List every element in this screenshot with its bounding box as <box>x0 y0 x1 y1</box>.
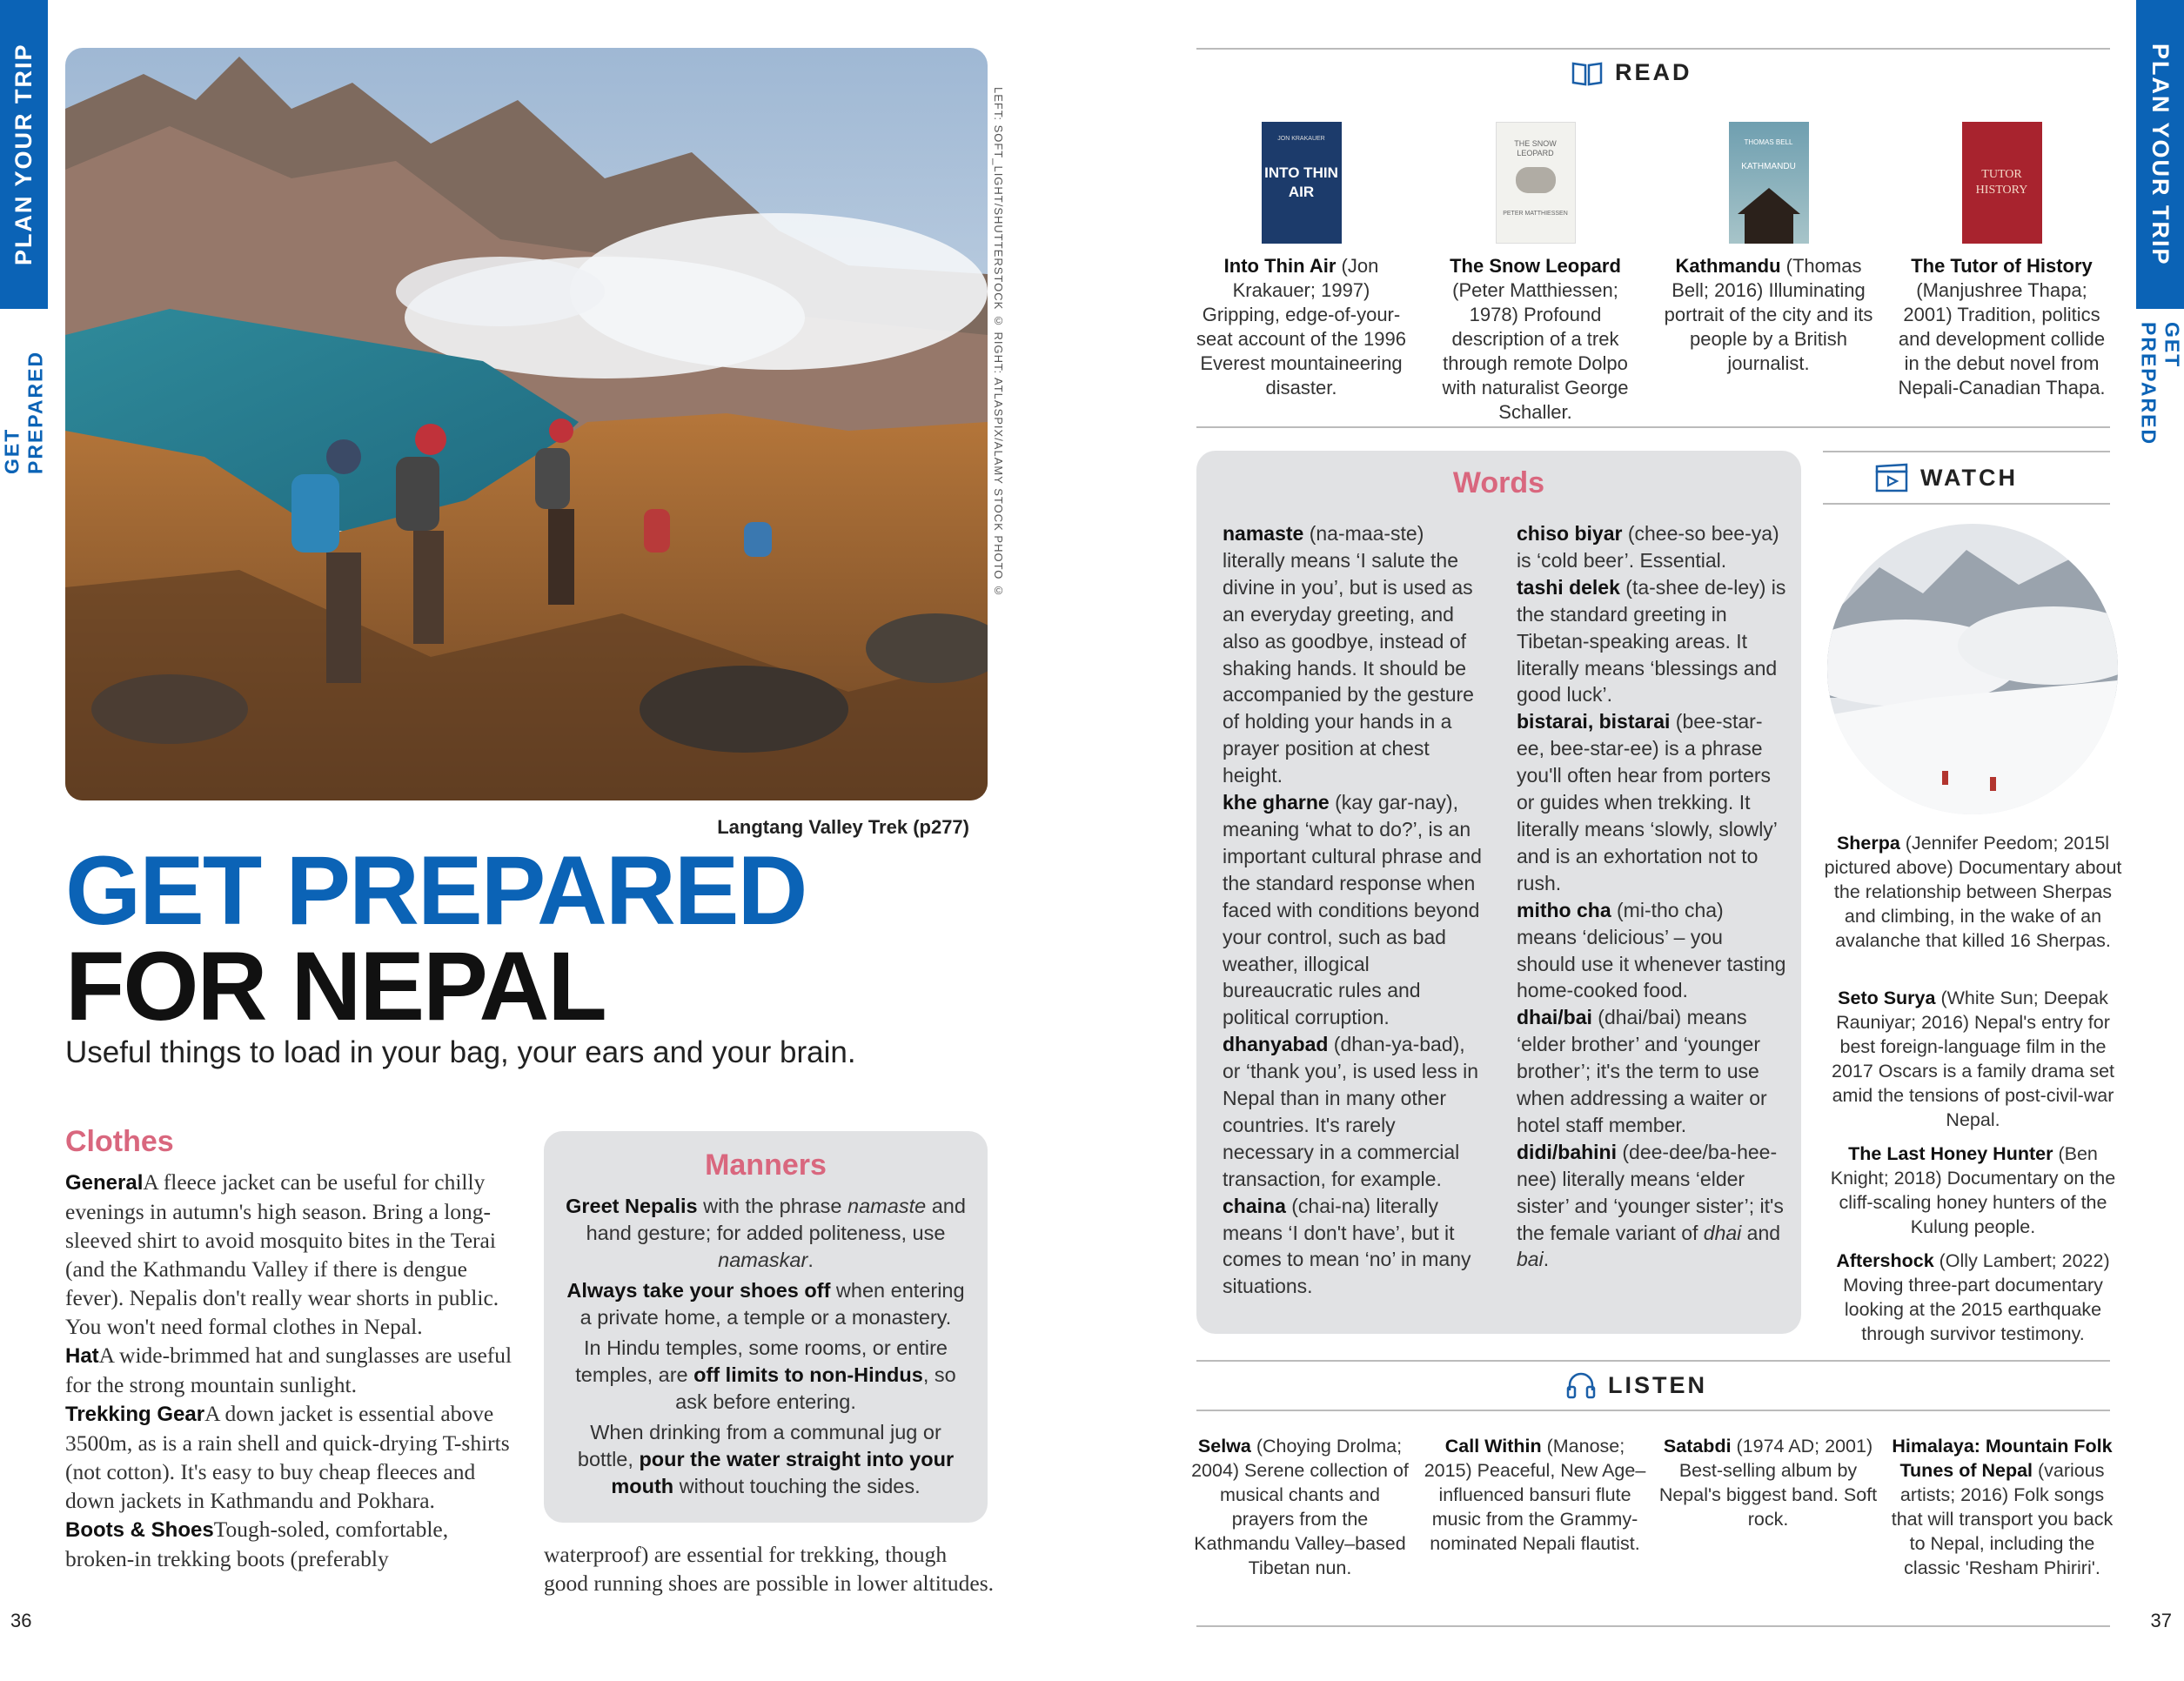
book-cover-title: KATHMANDU <box>1741 162 1796 171</box>
word-term: bistarai, bistarai <box>1517 710 1671 733</box>
book-item <box>1429 122 1642 425</box>
manners-tip-text: , so ask before entering. <box>675 1363 956 1413</box>
manners-tip-bold: Always take your shoes off <box>566 1279 831 1302</box>
manners-tip <box>563 1277 968 1331</box>
word-term: mitho cha <box>1517 898 1611 921</box>
page-number-left: 36 <box>10 1610 32 1631</box>
word-italic: bai <box>1517 1248 1544 1271</box>
word-term: khe gharne <box>1223 791 1330 814</box>
manners-tip-text: When drinking from a communal jug or bottle, <box>577 1421 941 1470</box>
film-title: Seto Surya <box>1838 988 1936 1008</box>
book-desc: (Thomas Bell; 2016) Illuminating portrait of the city and its people by a British journalist. <box>1664 255 1873 374</box>
album-desc: (Choying Drolma; 2004) Serene collection of musical chants and prayers from the Kathmandu Valley–based Tibetan nun. <box>1191 1436 1409 1578</box>
manners-tip-bold: pour the water straight into your mouth <box>611 1448 955 1497</box>
pagoda-illustration <box>1745 214 1793 244</box>
divider <box>1196 1360 2110 1362</box>
page-number-right: 37 <box>2150 1610 2172 1631</box>
manners-tip-text: with the phrase <box>697 1195 848 1217</box>
manners-tip-text: . <box>807 1249 814 1271</box>
album-desc: (1974 AD; 2001) Best-selling album by Nepal's biggest band. Soft rock. <box>1658 1436 1878 1530</box>
album-title: Selwa <box>1197 1436 1251 1457</box>
film-item <box>1823 1142 2123 1239</box>
manners-tip <box>563 1335 968 1416</box>
listen-heading <box>1566 1371 1707 1399</box>
manners-tip-text: when entering a private home, a temple or a monastery. <box>579 1279 965 1329</box>
watch-heading <box>1875 463 2018 492</box>
album-item <box>1423 1434 1647 1556</box>
manners-tip-bold: Greet Nepalis <box>566 1195 698 1217</box>
word-definition: (dee-dee/ba-hee-nee) literally means ‘elder sister’ and ‘younger sister’; it's the female variant of <box>1517 1140 1784 1244</box>
manners-tip <box>563 1193 968 1274</box>
film-item <box>1823 986 2123 1132</box>
read-heading-label: READ <box>1615 59 1692 85</box>
word-italic: dhai <box>1703 1221 1742 1244</box>
manners-tip-italic: namaskar <box>718 1249 808 1271</box>
book-item <box>1195 122 1408 400</box>
film-title: The Last Honey Hunter <box>1848 1143 2053 1164</box>
clothes-item-label: Trekking Gear <box>65 1403 205 1426</box>
divider <box>1823 503 2110 505</box>
word-definition: (dhan-ya-bad), or ‘thank you’, is used less in Nepal than in many other countries. It's rarely necessary in a commercial transaction, for example. <box>1223 1033 1479 1190</box>
clothes-item-label: General <box>65 1171 144 1195</box>
film-item <box>1823 831 2123 953</box>
album-desc: (various artists; 2016) Folk songs that will transport you back to Nepal, including the classic 'Resham Phiriri'. <box>1891 1460 2114 1578</box>
word-term: namaste <box>1223 522 1304 545</box>
right-tab-get-prepared: GET PREPARED <box>2137 322 2184 446</box>
book-title: Kathmandu <box>1675 255 1781 277</box>
left-tab-plan-your-trip: PLAN YOUR TRIP <box>0 0 48 309</box>
book-title: The Snow Leopard <box>1450 255 1621 277</box>
clothes-item-text: A down jacket is essential above 3500m, as is a rain shell and quick-drying T-shirts (not cotton). It's easy to buy cheap fleeces and down jackets in Kathmandu and Pokhara. <box>65 1401 510 1513</box>
book-cover-title: INTO THIN AIR <box>1264 164 1338 200</box>
book-title: The Tutor of History <box>1911 255 2093 277</box>
book-cover <box>1729 122 1809 244</box>
divider <box>1196 48 2110 50</box>
photo-caption: Langtang Valley Trek (p277) <box>717 816 969 838</box>
snow-leopard-illustration <box>1516 167 1556 193</box>
clothes-item-text: Tough-soled, comfortable, broken-in trekking boots (preferably <box>65 1517 449 1571</box>
clothes-item-label: Boots & Shoes <box>65 1518 214 1542</box>
book-cover-author: JON KRAKAUER <box>1277 136 1325 142</box>
page-title-line2: FOR NEPAL <box>65 932 606 1041</box>
photo-credit: LEFT: SOFT_LIGHT/SHUTTERSTOCK © RIGHT: ATLASPIX/ALAMY STOCK PHOTO © <box>992 87 1005 599</box>
word-term: didi/bahini <box>1517 1140 1617 1163</box>
album-title: Satabdi <box>1663 1436 1732 1457</box>
film-desc: (Jennifer Peedom; 2015l pictured above) Documentary about the relationship between Sherpas and climbing, in the wake of an avalanche that killed 16 Sherpas. <box>1824 833 2122 951</box>
word-definition: (chee-so bee-ya) is ‘cold beer’. Essential. <box>1517 522 1779 572</box>
album-item <box>1188 1434 1412 1580</box>
book-cover <box>1262 122 1342 244</box>
word-term: dhai/bai <box>1517 1006 1592 1029</box>
clothes-heading: Clothes <box>65 1125 174 1158</box>
word-definition: and <box>1741 1221 1781 1244</box>
film-title: Sherpa <box>1836 833 1900 854</box>
clothes-body <box>65 1168 518 1573</box>
film-item <box>1823 1249 2123 1346</box>
film-title: Aftershock <box>1836 1250 1934 1271</box>
divider <box>1196 1625 2110 1627</box>
watch-heading-label: WATCH <box>1920 464 2018 491</box>
clothes-item-text: A wide-brimmed hat and sunglasses are useful for the strong mountain sunlight. <box>65 1343 513 1397</box>
manners-tip-text: without touching the sides. <box>673 1475 921 1497</box>
book-item <box>1662 122 1875 376</box>
listen-heading-label: LISTEN <box>1608 1371 1708 1398</box>
manners-tip-italic: namaste <box>847 1195 927 1217</box>
book-cover-author: THOMAS BELL <box>1744 138 1793 146</box>
words-column-1 <box>1223 520 1484 1300</box>
word-term: tashi delek <box>1517 575 1620 599</box>
word-definition: (dhai/bai) means ‘elder brother’ and ‘younger brother’; it's the term to use when addressing a waiter or hotel staff member. <box>1517 1006 1767 1136</box>
book-cover-author: PETER MATTHIESSEN <box>1503 211 1568 217</box>
left-tab-get-prepared: GET PREPARED <box>0 350 47 474</box>
album-item <box>1890 1434 2114 1580</box>
word-definition: (kay gar-nay), meaning ‘what to do?’, is an important cultural phrase and the standard response when faced with conditions beyond your control, such as bad weather, illogical bureaucratic rules and political corruption. <box>1223 791 1482 1029</box>
words-heading: Words <box>1452 466 1545 499</box>
book-desc: (Jon Krakauer; 1997) Gripping, edge-of-your-seat account of the 1996 Everest mountaineering disaster. <box>1196 255 1406 398</box>
album-title: Call Within <box>1444 1436 1542 1457</box>
words-box <box>1196 451 1801 1334</box>
word-definition: (ta-shee de-ley) is the standard greeting in Tibetan-speaking areas. It literally means ‘blessings and good luck’. <box>1517 575 1786 707</box>
word-definition: (mi-tho cha) means ‘delicious’ – you should use it whenever tasting home-cooked food. <box>1517 898 1786 1002</box>
page-subtitle: Useful things to load in your bag, your ears and your brain. <box>65 1035 856 1069</box>
book-icon <box>1571 60 1603 86</box>
clothes-item-text: A fleece jacket can be useful for chilly evenings in autumn's high season. Bring a long-sleeved shirt to avoid mosquito bites in the Terai (and the Kathmandu Valley if there is dengue fever). Nepalis don't really wear shorts in public. You won't need formal clothes in Nepal. <box>65 1169 499 1339</box>
manners-box <box>544 1131 988 1523</box>
read-heading <box>1571 59 1692 86</box>
sherpa-film-still <box>1827 524 2118 814</box>
word-term: chiso biyar <box>1517 522 1623 545</box>
film-desc: (White Sun; Deepak Rauniyar; 2016) Nepal's entry for best foreign-language film in the 2017 Oscars is a family drama set amid the tensions of post-civil-war Nepal. <box>1831 988 2114 1130</box>
film-desc: (Ben Knight; 2018) Documentary on the cliff-scaling honey hunters of the Kulung people. <box>1830 1143 2116 1237</box>
book-cover-title: TUTOR HISTORY <box>1975 168 2028 197</box>
divider <box>1196 1410 2110 1411</box>
manners-tip-text: and hand gesture; for added politeness, use <box>586 1195 966 1244</box>
album-desc: (Manose; 2015) Peaceful, New Age–influenced bansuri flute music from the Grammy-nominated Nepali flautist. <box>1424 1436 1646 1554</box>
word-definition: . <box>1543 1248 1550 1271</box>
book-cover <box>1962 122 2042 244</box>
manners-heading: Manners <box>705 1149 827 1182</box>
word-term: chaina <box>1223 1194 1286 1217</box>
word-term: dhanyabad <box>1223 1033 1329 1056</box>
headphones-icon <box>1566 1371 1596 1399</box>
divider <box>1196 426 2110 428</box>
manners-tip-text: In Hindu temples, some rooms, or entire temples, are <box>575 1336 948 1386</box>
word-definition: (na-maa-ste) literally means ‘I salute the divine in you’, but is used as an everyday greeting, and also as goodbye, instead of shaking hands. It should be accompanied by the gesture of holding your hands in a prayer position at chest height. <box>1223 522 1474 787</box>
book-cover-title: THE SNOW LEOPARD <box>1514 139 1557 157</box>
album-item <box>1656 1434 1880 1531</box>
word-definition: (bee-star-ee, bee-star-ee) is a phrase you'll often hear from porters or guides when trekking. It literally means ‘slowly, slowly’ and is an exhortation not to rush. <box>1517 710 1778 894</box>
clothes-item-label: Hat <box>65 1344 99 1368</box>
pagoda-illustration <box>1738 188 1800 214</box>
page-title-line1: GET PREPARED <box>65 836 807 945</box>
word-definition: (chai-na) literally means ‘I don't have’, but it comes to mean ‘no’ in many situations. <box>1223 1194 1471 1298</box>
book-desc: (Peter Matthiessen; 1978) Profound description of a trek through remote Dolpo with naturalist George Schaller. <box>1442 279 1629 423</box>
film-desc: (Olly Lambert; 2022) Moving three-part documentary looking at the 2015 earthquake through survivor testimony. <box>1843 1250 2110 1344</box>
hero-photo <box>65 48 988 800</box>
words-column-2 <box>1517 520 1786 1273</box>
book-item <box>1895 122 2108 400</box>
right-tab-plan-your-trip: PLAN YOUR TRIP <box>2136 0 2184 309</box>
manners-tip <box>563 1419 968 1500</box>
divider <box>1823 451 2110 452</box>
clothes-continuation: waterproof) are essential for trekking, though good running shoes are possible in lower altitudes. <box>544 1542 994 1596</box>
film-clapper-icon <box>1875 463 1908 492</box>
book-title: Into Thin Air <box>1223 255 1337 277</box>
book-desc: (Manjushree Thapa; 2001) Tradition, politics and development collide in the debut novel from Nepali-Canadian Thapa. <box>1898 279 2106 398</box>
book-cover <box>1496 122 1576 244</box>
manners-tip-bold: off limits to non-Hindus <box>693 1363 923 1386</box>
album-title: Himalaya: Mountain Folk Tunes of Nepal <box>1892 1436 2113 1481</box>
